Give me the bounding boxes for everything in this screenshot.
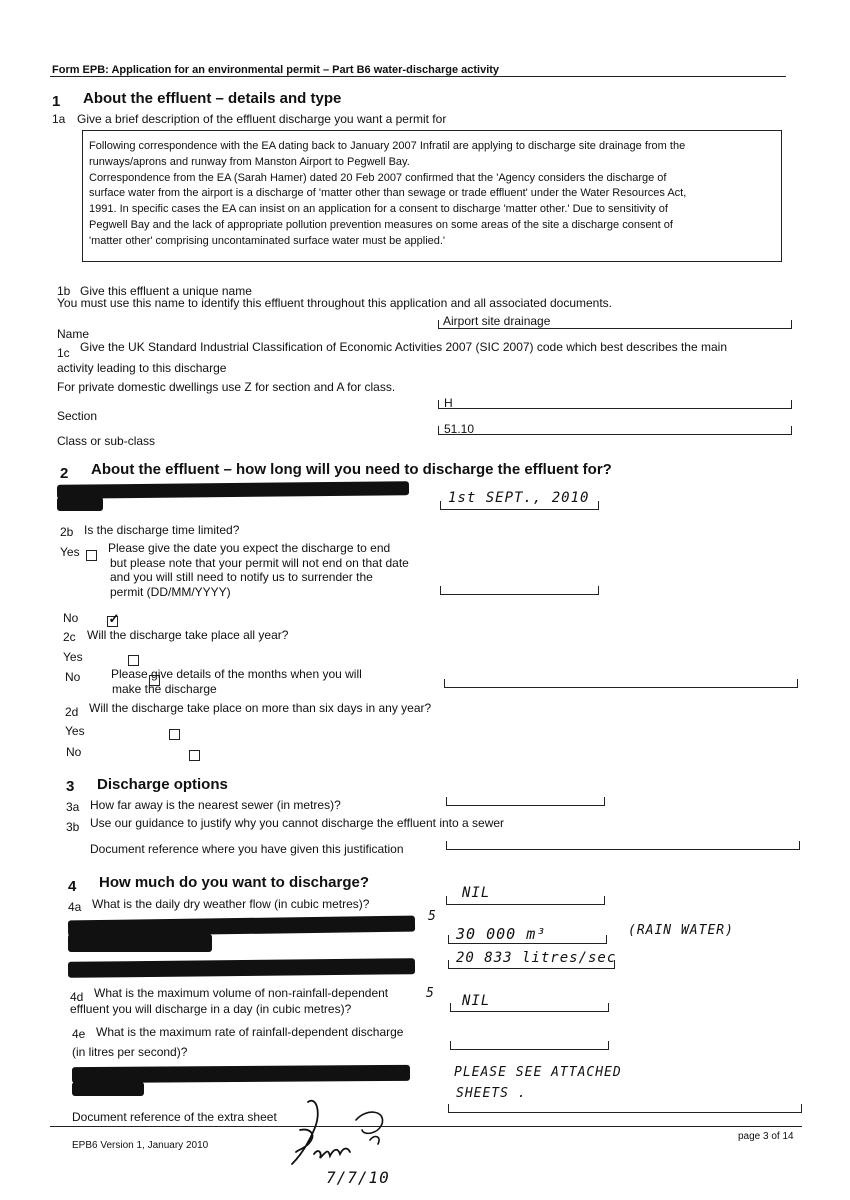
q2d-no-checkbox[interactable] [189, 750, 200, 761]
q1c-number: 1c [57, 346, 70, 360]
section-1-number: 1 [52, 93, 61, 110]
class-value: 51.10 [444, 422, 475, 436]
q2b-yes-line: permit (DD/MM/YYYY) [110, 584, 231, 599]
footer-version: EPB6 Version 1, January 2010 [72, 1140, 209, 1151]
extra-sheet-reference-field[interactable] [448, 1104, 802, 1113]
section-3-number: 3 [66, 778, 75, 795]
q3a-number: 3a [66, 800, 80, 814]
q2c-no-label: No [65, 670, 81, 684]
q4d-line2: effluent you will discharge in a day (in cubic metres)? [70, 1002, 352, 1016]
header-rule [50, 76, 786, 77]
section-4-title: How much do you want to discharge? [99, 874, 370, 891]
description-line: Correspondence from the EA (Sarah Hamer) dated 20 Feb 2007 confirmed that the 'Agency considers the discharge of [89, 171, 667, 184]
description-line: 1991. In specific cases the EA can insist on an application for a consent to discharge 'matter other.' Due to sensitivity of [89, 203, 668, 216]
q2b-number: 2b [60, 525, 74, 539]
q2c-number: 2c [63, 630, 76, 644]
name-value: Airport site drainage [443, 314, 551, 328]
footer-rule [50, 1126, 802, 1127]
q4a-number: 4a [68, 900, 82, 914]
margin-mark: 5 [426, 986, 435, 1001]
q1c-line1: Give the UK Standard Industrial Classification of Economic Activities 2007 (SIC 2007) code which best describes the main [80, 340, 727, 354]
footer-page-number: page 3 of 14 [738, 1131, 794, 1142]
redaction-bar [68, 934, 212, 952]
section-1-title: About the effluent – details and type [83, 90, 342, 107]
description-line: Pegwell Bay and the lack of appropriate pollution prevention measures on some areas of the site a discharge consent of [89, 218, 673, 231]
q2c-no-line: Please give details of the months when you will [111, 667, 362, 681]
q1b-note: You must use this name to identify this effluent throughout this application and all associated documents. [57, 296, 613, 310]
signature-date-handwritten: 7/7/10 [326, 1168, 390, 1187]
section-value: H [444, 396, 453, 410]
q2d-no-label: No [66, 745, 82, 759]
redaction-bar [68, 958, 415, 978]
sewer-distance-field[interactable] [446, 797, 605, 806]
q3b-text: Use our guidance to justify why you cannot discharge the effluent into a sewer [90, 816, 505, 830]
q4f-handwritten-line1: PLEASE SEE ATTACHED [454, 1065, 622, 1080]
section-field[interactable] [438, 400, 792, 409]
q2c-no-line: make the discharge [112, 681, 217, 696]
q2b-yes-line: and you will still need to notify us to surrender the [110, 570, 373, 584]
q2c-yes-label: Yes [63, 650, 83, 664]
extra-sheet-reference-label: Document reference of the extra sheet [72, 1110, 277, 1124]
redaction-bar [57, 497, 103, 511]
q1a-number: 1a [52, 112, 66, 126]
q2b-yes-label: Yes [60, 545, 80, 559]
redaction-bar [72, 1065, 410, 1083]
end-date-handwritten: 1st SEPT., 2010 [448, 490, 590, 506]
section-label: Section [57, 409, 98, 423]
q2b-yes-checkbox[interactable] [86, 550, 97, 561]
q2c-no-text [111, 667, 362, 696]
description-line: surface water from the airport is a discharge of 'matter other than sewage or trade effluent' under the Water Resources Act, [89, 187, 687, 200]
q2b-no-label: No [63, 611, 79, 625]
months-field[interactable] [444, 679, 798, 688]
q4a-text: What is the daily dry weather flow (in cubic metres)? [92, 897, 370, 911]
q2b-no-checkbox[interactable] [107, 611, 120, 627]
q4e-number: 4e [72, 1027, 86, 1041]
description-line: runways/aprons and runway from Manston Airport to Pegwell Bay. [89, 155, 410, 168]
description-line: 'matter other' comprising uncontaminated surface water must be applied.' [89, 234, 446, 247]
q4b-note-handwritten: (RAIN WATER) [628, 923, 734, 938]
q4b-handwritten: 30 000 m³ [456, 925, 547, 943]
q4d-handwritten: NIL [462, 993, 491, 1009]
q1a-text: Give a brief description of the effluent discharge you want a permit for [77, 112, 447, 126]
discharge-end-date-field[interactable] [440, 586, 599, 595]
q4d-line1: What is the maximum volume of non-rainfall-dependent [94, 986, 389, 1000]
q2d-yes-checkbox[interactable] [169, 729, 180, 740]
section-3-title: Discharge options [97, 776, 228, 793]
q2b-text: Is the discharge time limited? [84, 523, 240, 537]
section-2-title: About the effluent – how long will you need to discharge the effluent for? [91, 461, 612, 478]
q4e-field[interactable] [450, 1041, 609, 1050]
q2b-yes-text [108, 541, 409, 599]
form-header: Form EPB: Application for an environmental permit – Part B6 water-discharge activity [52, 64, 500, 76]
dry-weather-flow-handwritten: NIL [462, 885, 491, 901]
q2c-text: Will the discharge take place all year? [87, 628, 289, 642]
checkmark-icon: ✓ [108, 611, 120, 627]
class-label: Class or sub-class [57, 434, 156, 448]
effluent-description-box[interactable] [82, 130, 782, 262]
q4f-handwritten-line2: SHEETS . [456, 1086, 527, 1101]
q2d-number: 2d [65, 705, 79, 719]
class-field[interactable] [438, 426, 792, 435]
q3b-number: 3b [66, 820, 80, 834]
q2c-yes-checkbox[interactable] [128, 655, 139, 666]
margin-mark: 5 [428, 909, 437, 924]
redaction-bar [57, 481, 409, 499]
name-label: Name [57, 327, 90, 341]
q2d-text: Will the discharge take place on more than six days in any year? [89, 701, 432, 715]
q4e-line2: (in litres per second)? [72, 1045, 188, 1059]
q1c-note: For private domestic dwellings use Z for section and A for class. [57, 380, 396, 394]
q2d-yes-label: Yes [65, 724, 85, 738]
justification-reference-field[interactable] [446, 841, 800, 850]
q4d-number: 4d [70, 990, 84, 1004]
q2b-yes-line: but please note that your permit will not end on that date [110, 555, 409, 570]
section-2-number: 2 [60, 465, 69, 482]
q1c-line2: activity leading to this discharge [57, 361, 227, 375]
q4c-handwritten: 20 833 litres/sec [456, 950, 617, 966]
section-4-number: 4 [68, 878, 77, 895]
q3b-reference-label: Document reference where you have given this justification [90, 842, 404, 856]
q1b-number: 1b [57, 284, 71, 298]
q1b-text: Give this effluent a unique name [80, 284, 252, 298]
q4e-line1: What is the maximum rate of rainfall-dependent discharge [96, 1025, 404, 1039]
q2b-yes-line: Please give the date you expect the discharge to end [108, 541, 391, 555]
q3a-text: How far away is the nearest sewer (in metres)? [90, 798, 341, 812]
description-line: Following correspondence with the EA dating back to January 2007 Infratil are applying to discharge site drainage from the [89, 140, 686, 152]
redaction-bar [72, 1082, 144, 1096]
